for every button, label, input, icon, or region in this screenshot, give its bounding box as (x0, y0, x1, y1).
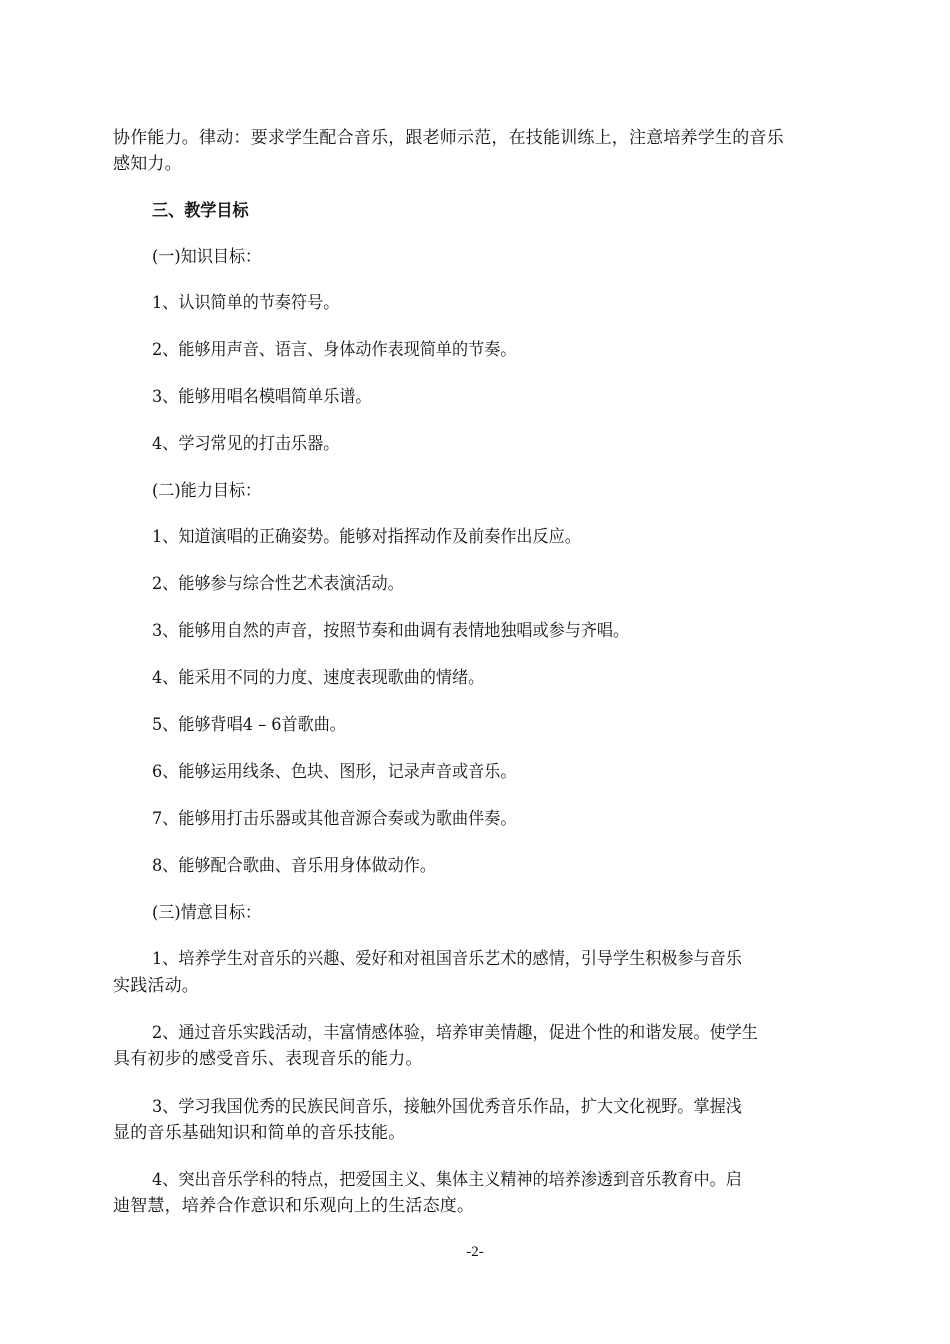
ability-item: 6、能够运用线条、色块、图形，记录声音或音乐。 (152, 762, 517, 782)
knowledge-heading: (一)知识目标： (152, 247, 262, 267)
knowledge-item: 4、学习常见的打击乐器。 (152, 434, 340, 454)
intro-paragraph-line-2: 感知力。 (113, 154, 182, 174)
emotion-item-line-2: 显的音乐基础知识和简单的音乐技能。 (113, 1123, 406, 1143)
emotion-item-line-2: 实践活动。 (113, 976, 199, 996)
emotion-item-line-1: 2、通过音乐实践活动，丰富情感体验，培养审美情趣，促进个性的和谐发展。使学生 (152, 1023, 758, 1043)
emotion-item-line-1: 4、突出音乐学科的特点，把爱国主义、集体主义精神的培养渗透到音乐教育中。启 (152, 1170, 742, 1190)
intro-paragraph-line-1: 协作能力。律动：要求学生配合音乐，跟老师示范，在技能训练上，注意培养学生的音乐 (113, 128, 784, 148)
emotion-item-line-2: 具有初步的感受音乐、表现音乐的能力。 (113, 1049, 423, 1069)
knowledge-item: 1、认识简单的节奏符号。 (152, 293, 340, 313)
ability-item: 4、能采用不同的力度、速度表现歌曲的情绪。 (152, 668, 485, 688)
page-number: -2- (466, 1244, 484, 1260)
ability-item: 1、知道演唱的正确姿势。能够对指挥动作及前奏作出反应。 (152, 527, 581, 547)
knowledge-item: 3、能够用唱名模唱简单乐谱。 (152, 387, 372, 407)
section-heading: 三、教学目标 (152, 201, 249, 221)
ability-item: 8、能够配合歌曲、音乐用身体做动作。 (152, 856, 436, 876)
ability-item: 2、能够参与综合性艺术表演活动。 (152, 574, 404, 594)
emotion-item-line-2: 迪智慧，培养合作意识和乐观向上的生活态度。 (113, 1196, 475, 1216)
ability-heading: (二)能力目标： (152, 481, 262, 501)
ability-item: 3、能够用自然的声音，按照节奏和曲调有表情地独唱或参与齐唱。 (152, 621, 630, 641)
ability-item: 7、能够用打击乐器或其他音源合奏或为歌曲伴奏。 (152, 809, 517, 829)
ability-item: 5、能够背唱4 – 6首歌曲。 (152, 715, 346, 735)
emotion-item-line-1: 1、培养学生对音乐的兴趣、爱好和对祖国音乐艺术的感情，引导学生积极参与音乐 (152, 949, 742, 969)
knowledge-item: 2、能够用声音、语言、身体动作表现简单的节奏。 (152, 340, 517, 360)
emotion-heading: (三)情意目标： (152, 903, 262, 923)
emotion-item-line-1: 3、学习我国优秀的民族民间音乐，接触外国优秀音乐作品，扩大文化视野。掌握浅 (152, 1097, 742, 1117)
